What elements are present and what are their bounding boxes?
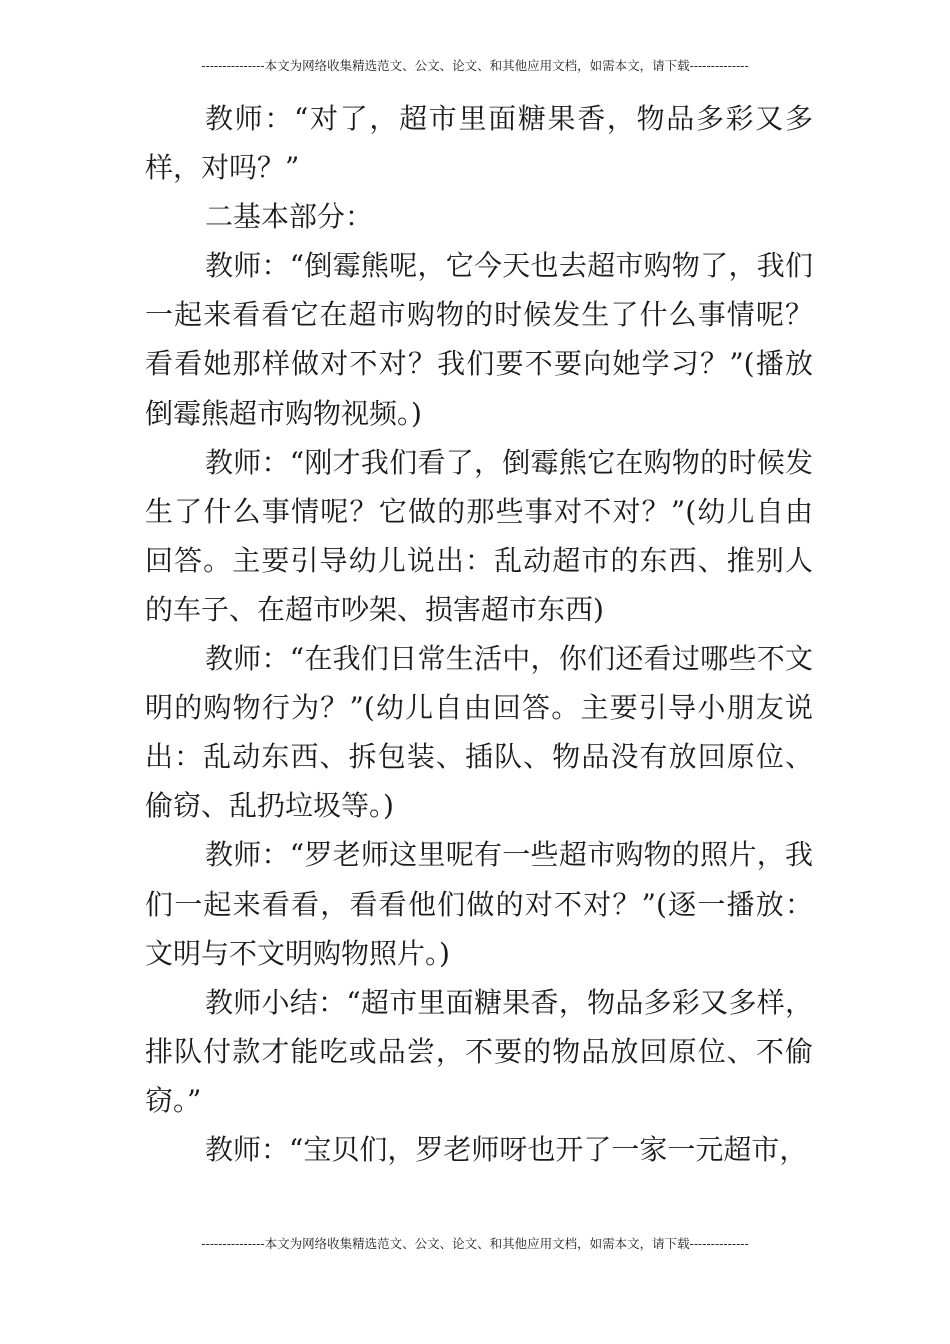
section-heading: 二基本部分： xyxy=(205,200,374,234)
page-footer: ---------------本文为网络收集精选范文、公文、论文、和其他应用文档，如需本文，请下载-------------- xyxy=(201,1236,749,1251)
paragraph-7: 教师：“宝贝们，罗老师呀也开了一家一元超市， xyxy=(205,1132,808,1166)
paragraph-6: 教师小结：“超市里面糖果香，物品多彩又多样，排队付款才能吃或品尝，不要的物品放回原位、不偷窃。” xyxy=(145,985,813,1117)
page-header: ---------------本文为网络收集精选范文、公文、论文、和其他应用文档，如需本文，请下载-------------- xyxy=(201,58,749,73)
paragraph-2: 教师：“倒霉熊呢，它今天也去超市购物了，我们一起来看看它在超市购物的时候发生了什么事情呢？看看她那样做对不对？我们要不要向她学习？”(播放倒霉熊超市购物视频。) xyxy=(145,249,813,430)
paragraph-1: 教师：“对了，超市里面糖果香，物品多彩又多样，对吗？” xyxy=(145,102,813,185)
paragraph-4: 教师：“在我们日常生活中，你们还看过哪些不文明的购物行为？”(幼儿自由回答。主要引导小朋友说出：乱动东西、拆包装、插队、物品没有放回原位、偷窃、乱扔垃圾等。) xyxy=(145,642,813,823)
document-body xyxy=(145,94,813,1174)
paragraph-5: 教师：“罗老师这里呢有一些超市购物的照片，我们一起来看看，看看他们做的对不对？”(逐一播放：文明与不文明购物照片。) xyxy=(145,838,813,970)
paragraph-3: 教师：“刚才我们看了，倒霉熊它在购物的时候发生了什么事情呢？它做的那些事对不对？”(幼儿自由回答。主要引导幼儿说出：乱动超市的东西、推别人的车子、在超市吵架、损害超市东西) xyxy=(145,445,813,626)
